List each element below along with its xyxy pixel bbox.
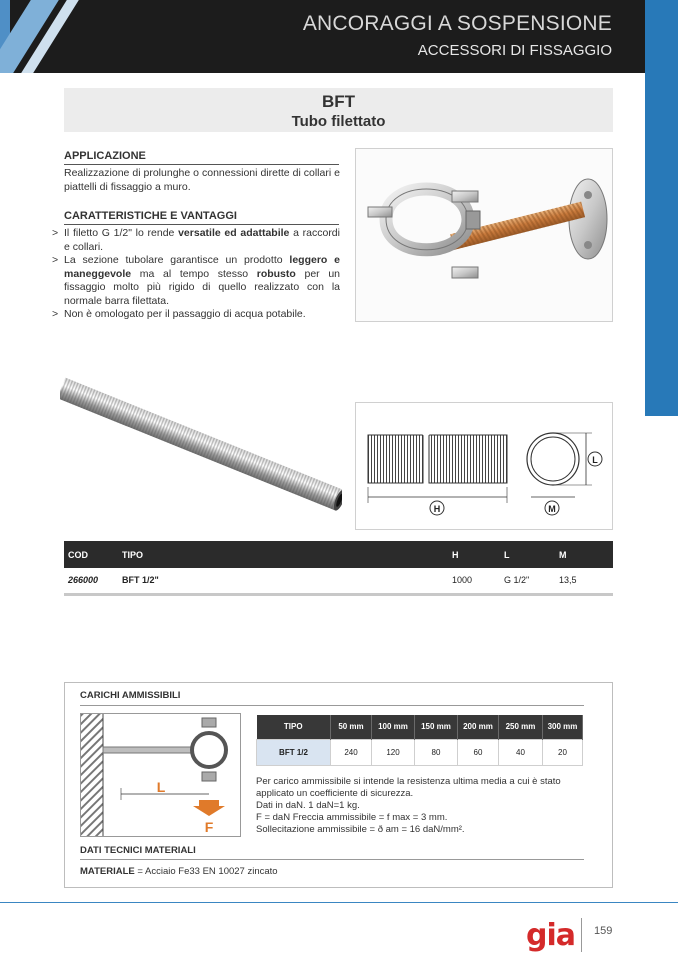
note-line: Sollecitazione ammissibile = ð am = 16 daN/mm².: [256, 824, 465, 835]
product-title-box: [64, 88, 613, 132]
note-line: applicato un coefficiente di sicurezza.: [256, 788, 414, 799]
loads-notes: [256, 776, 586, 836]
side-tab: [645, 0, 678, 416]
list-item: [52, 227, 340, 254]
col-header: 150 mm: [415, 715, 458, 739]
footer-divider: [0, 902, 678, 903]
caratteristiche-heading: CARATTERISTICHE E VANTAGGI: [64, 210, 339, 225]
col-header: COD: [64, 541, 118, 568]
cell-value: 120: [372, 739, 415, 765]
col-header: 200 mm: [458, 715, 499, 739]
brand-logo: gia: [526, 918, 576, 953]
footer-separator: [581, 918, 582, 952]
applicazione-heading: APPLICAZIONE: [64, 150, 339, 165]
diagram-label-l: L: [156, 779, 166, 795]
caratteristiche-list: [52, 227, 340, 322]
bullet-marker: >: [52, 308, 59, 320]
technical-drawing: [355, 402, 613, 530]
cell-value: 60: [458, 739, 499, 765]
table-header-row: [64, 541, 613, 568]
dimension-drawing: [356, 403, 612, 529]
col-header: M: [555, 541, 613, 568]
load-header-row: [257, 715, 583, 739]
product-name: Tubo filettato: [291, 113, 386, 130]
note-line: F = daN Freccia ammissibile = f max = 3 mm.: [256, 812, 448, 823]
diagram-label-f: F: [204, 819, 214, 835]
bullet-marker: >: [52, 254, 59, 266]
cell-value: 20: [543, 739, 583, 765]
cell-tipo: BFT 1/2: [257, 739, 331, 765]
cell-value: 40: [499, 739, 543, 765]
material-line: [80, 866, 278, 877]
cell-value: 80: [415, 739, 458, 765]
note-line: Per carico ammissibile si intende la resistenza ultima media a cui è stato: [256, 776, 561, 787]
product-code: BFT: [321, 92, 356, 111]
col-header: 250 mm: [499, 715, 543, 739]
dim-label-m: M: [548, 504, 556, 514]
section-title: ANCORAGGI A SOSPENSIONE: [302, 12, 612, 35]
loads-heading: CARICHI AMMISSIBILI: [80, 690, 584, 706]
product-photo: [355, 148, 613, 322]
load-diagram: [80, 713, 241, 837]
material-value: = Acciaio Fe33 EN 10027 zincato: [134, 866, 278, 877]
table-row: [257, 739, 583, 765]
col-header: TIPO: [257, 715, 331, 739]
header-bar: [0, 0, 645, 73]
tech-heading: DATI TECNICI MATERIALI: [80, 845, 584, 860]
applicazione-text: Realizzazione di prolunghe o connessioni dirette di collari e piattelli di fissaggio a muro.: [64, 167, 340, 193]
cell-l: G 1/2": [500, 568, 555, 594]
note-line: Dati in daN. 1 daN=1 kg.: [256, 800, 360, 811]
col-header: TIPO: [118, 541, 448, 568]
clamp-illustration: [356, 149, 612, 321]
table-row: [64, 568, 613, 594]
bullet-text: Non è omologato per il passaggio di acqua potabile.: [64, 308, 306, 320]
material-label: MATERIALE: [80, 866, 135, 877]
list-item: [52, 308, 340, 322]
cell-tipo: BFT 1/2": [118, 568, 448, 594]
dim-label-h: H: [433, 504, 441, 514]
bullet-text: La sezione tubolare garantisce un prodotto leggero e maneggevole ma al tempo stesso robusto per un fissaggio molto più rigido di quello realizzato con la normale barra filettata.: [64, 254, 340, 307]
cell-h: 1000: [448, 568, 500, 594]
section-subtitle: ACCESSORI DI FISSAGGIO: [417, 42, 612, 59]
bullet-marker: >: [52, 227, 59, 239]
list-item: [52, 254, 340, 308]
load-table: [256, 715, 583, 766]
col-header: 100 mm: [372, 715, 415, 739]
cell-cod: 266000: [64, 568, 118, 594]
cell-m: 13,5: [555, 568, 613, 594]
threaded-tube-photo: [60, 375, 342, 515]
col-header: L: [500, 541, 555, 568]
bullet-text: Il filetto G 1/2" lo rende versatile ed adattabile a raccordi e collari.: [64, 227, 340, 253]
page-number: 159: [594, 925, 613, 937]
load-diagram-svg: [81, 714, 240, 836]
spec-table: [64, 541, 613, 596]
dim-label-l: L: [592, 455, 598, 465]
col-header: 50 mm: [331, 715, 372, 739]
col-header: H: [448, 541, 500, 568]
col-header: 300 mm: [543, 715, 583, 739]
cell-value: 240: [331, 739, 372, 765]
